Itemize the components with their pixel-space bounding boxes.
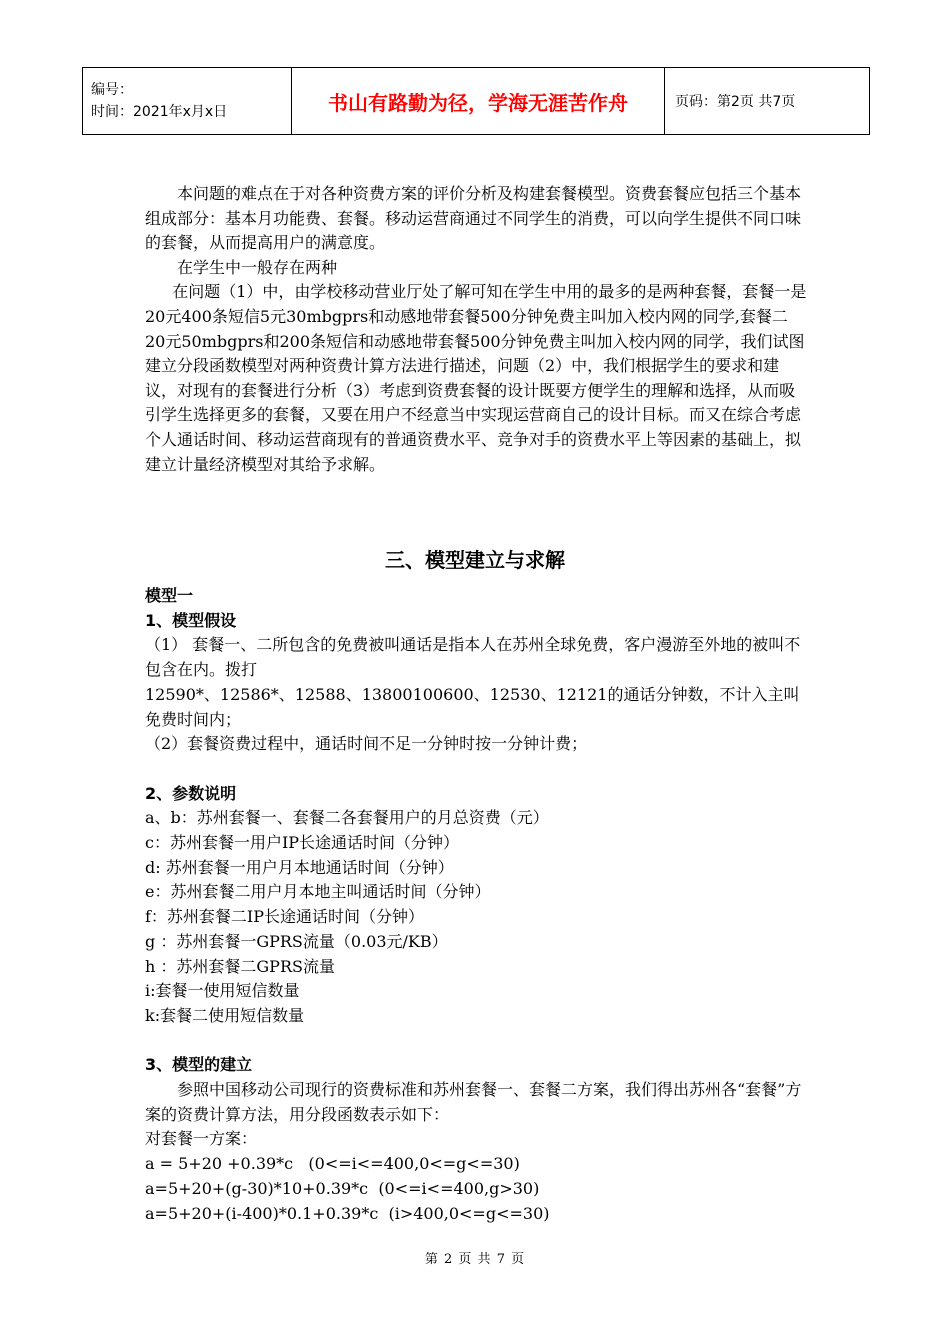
param-item: g ：苏州套餐一GPRS流量（0.03元/KB） (145, 931, 448, 951)
intro-paragraph-3: 在问题（1）中，由学校移动营业厅处了解可知在学生中用的最多的是两种套餐，套餐一是20元400条短信5元30mbgprs和动感地带套餐500分钟免费主叫加入校内网的同学,套餐二20元50mbgprs和200条短信和动感地带套餐500分钟免费主叫加入校内网的同学，我们试图建立分段函数模型对两种资费计算方法进行描述，问题（2）中，我们根据学生的要求和建议，对现有的套餐进行分析（3）考虑到资费套餐的设计既要方便学生的理解和选择，从而吸引学生选择更多的套餐，又要在用户不经意当中实现运营商自己的设计目标。而又在综合考虑个人通话时间、移动运营商现有的普通资费水平、竞争对手的资费水平上等因素的基础上，拟建立计量经济模型对其给予求解。 (145, 282, 807, 474)
formula-line: a=5+20+(g-30)*10+0.39*c (0<=i<=400,g>30) (145, 1178, 540, 1198)
intro-paragraph-1: 本问题的难点在于对各种资费方案的评价分析及构建套餐模型。资费套餐应包括三个基本组成部分：基本月功能费、套餐。移动运营商通过不同学生的消费，可以向学生提供不同口味的套餐，从而提高用户的满意度。 (145, 184, 802, 253)
page-footer: 第 2 页 共 7 页 (424, 1252, 526, 1267)
assumption-1: （1） 套餐一、二所包含的免费被叫通话是指本人在苏州全球免费，客户漫游至外地的被叫不包含在内。拨打 (145, 635, 801, 680)
assumption-2: （2）套餐资费过程中，通话时间不足一分钟时按一分钟计费； (145, 734, 588, 754)
formula-line: a = 5+20 +0.39*c (0<=i<=400,0<=g<=30) (145, 1154, 520, 1174)
intro-paragraph-2: 在学生中一般存在两种 (177, 257, 338, 277)
header-page-label: 页码：第2页 共7页 (665, 68, 870, 135)
document-date-label: 时间：2021年x月x日 (91, 104, 228, 120)
params-heading: 2、参数说明 (145, 783, 237, 803)
formula-line: a=5+20+(i-400)*0.1+0.39*c (i>400,0<=g<=30) (145, 1203, 550, 1223)
spacer (145, 757, 815, 782)
param-item: e：苏州套餐二用户月本地主叫通话时间（分钟） (145, 882, 491, 902)
model-build-heading: 3、模型的建立 (145, 1055, 253, 1075)
header-table (82, 67, 870, 135)
header-info-cell (83, 68, 292, 135)
assumption-1-continued: 12590*、12586*、12588、13800100600、12530、12121的通话分钟数，不计入主叫免费时间内； (145, 684, 800, 729)
spacer (145, 1029, 815, 1054)
param-item: d: 苏州套餐一用户月本地通话时间（分钟） (145, 857, 454, 877)
param-item: k:套餐二使用短信数量 (145, 1005, 305, 1025)
param-item: f：苏州套餐二IP长途通话时间（分钟） (145, 907, 425, 927)
param-item: c：苏州套餐一用户IP长途通话时间（分钟） (145, 833, 460, 853)
param-item: i:套餐一使用短信数量 (145, 981, 300, 1001)
header-motto: 书山有路勤为径，学海无涯苦作舟 (292, 68, 665, 135)
document-number-label: 编号： (91, 82, 133, 98)
assumptions-heading: 1、模型假设 (145, 610, 237, 630)
param-item: a、b：苏州套餐一、套餐二各套餐用户的月总资费（元） (145, 808, 549, 828)
section-title: 三、模型建立与求解 (385, 548, 565, 572)
model-section (145, 584, 815, 1226)
model-build-paragraph: 参照中国移动公司现行的资费标准和苏州套餐一、套餐二方案，我们得出苏州各“套餐”方案的资费计算方法，用分段函数表示如下： (145, 1080, 802, 1124)
plan-one-label: 对套餐一方案： (145, 1129, 258, 1149)
model-title: 模型一 (145, 586, 194, 605)
intro-section (145, 182, 807, 477)
param-item: h ：苏州套餐二GPRS流量 (145, 956, 335, 976)
